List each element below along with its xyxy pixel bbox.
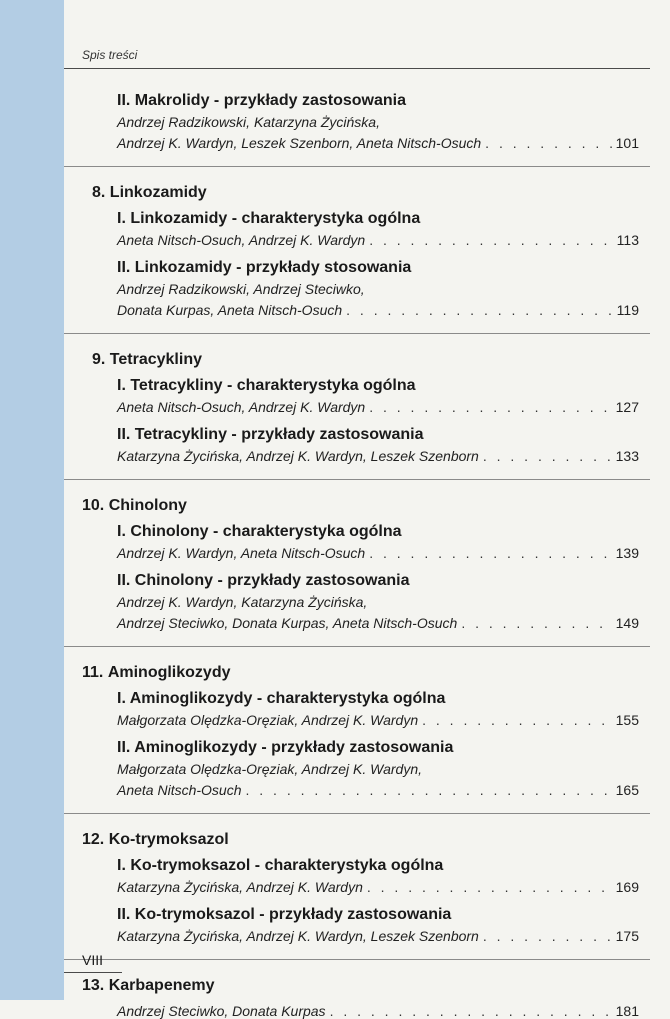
subsection-title[interactable]: I. Tetracykliny - charakterystyka ogólna [117,377,416,394]
footer-rule [64,972,122,973]
chapter-name: Aminoglikozydy [107,664,231,681]
dot-leader [346,302,613,318]
page-reference: 165 [615,782,639,798]
toc-entry-row[interactable] [117,782,639,798]
chapter-divider [64,959,650,960]
page-reference: 149 [615,615,639,631]
chapter-name: Linkozamidy [109,184,207,201]
chapter-number: 13. [82,977,105,994]
toc-entry-row[interactable] [117,232,639,248]
subsection-title[interactable]: II. Ko-trymoksazol - przykłady zastosowania [117,906,452,923]
subsection-title[interactable]: II. Chinolony - przykłady zastosowania [117,572,410,589]
author-names: Aneta Nitsch-Osuch, Andrzej K. Wardyn [117,232,366,248]
chapter-divider [64,166,650,167]
dot-leader [461,615,611,631]
chapter-divider [64,813,650,814]
chapter-divider [64,646,650,647]
page-reference: 169 [615,879,639,895]
subsection-title[interactable]: I. Ko-trymoksazol - charakterystyka ogólna [117,857,444,874]
author-names: Andrzej Steciwko, Donata Kurpas [117,1003,326,1019]
chapter-number: 12. [82,831,105,848]
chapter-number: 10. [82,497,105,514]
author-names: Katarzyna Życińska, Andrzej K. Wardyn [117,879,363,895]
subsection-title[interactable]: I. Aminoglikozydy - charakterystyka ogólna [117,690,446,707]
chapter-name: Ko-trymoksazol [108,831,229,848]
page-number: VIII [82,952,104,968]
page-reference: 101 [615,135,639,151]
dot-leader [369,545,611,561]
chapter-title[interactable] [92,184,207,202]
toc-entry-row[interactable] [117,135,639,151]
author-line: Andrzej Radzikowski, Andrzej Steciwko, [117,281,365,297]
subsection-title[interactable]: II. Aminoglikozydy - przykłady zastosowania [117,739,454,756]
chapter-title[interactable] [82,664,231,682]
author-names: Aneta Nitsch-Osuch, Andrzej K. Wardyn [117,399,366,415]
chapter-title[interactable] [82,497,187,515]
subsection-title[interactable]: I. Linkozamidy - charakterystyka ogólna [117,210,421,227]
subsection-title[interactable]: II. Makrolidy - przykłady zastosowania [117,92,406,109]
toc-entry-row[interactable] [117,879,639,895]
subsection-title[interactable]: II. Linkozamidy - przykłady stosowania [117,259,412,276]
toc-entry-row[interactable] [117,545,639,561]
author-names: Andrzej K. Wardyn, Aneta Nitsch-Osuch [117,545,366,561]
dot-leader [246,782,612,798]
page-reference: 127 [615,399,639,415]
chapter-divider [64,333,650,334]
chapter-number: 8. [92,184,106,201]
chapter-title[interactable] [82,831,229,849]
chapter-name: Karbapenemy [108,977,215,994]
chapter-title[interactable] [92,351,202,369]
chapter-name: Chinolony [108,497,187,514]
author-line: Andrzej Radzikowski, Katarzyna Życińska, [117,114,380,130]
toc-entry-row[interactable] [117,448,639,464]
author-line: Andrzej K. Wardyn, Katarzyna Życińska, [117,594,368,610]
chapter-number: 11. [82,664,104,681]
page-reference: 119 [616,302,639,318]
page-reference: 155 [615,712,639,728]
author-line: Małgorzata Olędzka-Oręziak, Andrzej K. Wardyn, [117,761,423,777]
running-header: Spis treści [82,48,138,62]
dot-leader [422,712,612,728]
toc-entry-row[interactable] [117,302,639,318]
author-names: Andrzej Steciwko, Donata Kurpas, Aneta Nitsch-Osuch [117,615,458,631]
toc-entry-row[interactable] [117,1003,639,1019]
chapter-number: 9. [92,351,106,368]
author-names: Aneta Nitsch-Osuch [117,782,242,798]
toc-entry-row[interactable] [117,712,639,728]
subsection-title[interactable]: I. Chinolony - charakterystyka ogólna [117,523,402,540]
toc-entry-row[interactable] [117,928,639,944]
dot-leader [330,1003,612,1019]
chapter-title[interactable] [82,977,215,995]
toc-entry-row[interactable] [117,615,639,631]
dot-leader [367,879,612,895]
author-names: Katarzyna Życińska, Andrzej K. Wardyn, Leszek Szenborn [117,928,479,944]
chapter-divider [64,479,650,480]
toc-entry-row[interactable] [117,399,639,415]
dot-leader [485,135,611,151]
chapter-name: Tetracykliny [109,351,202,368]
author-names: Małgorzata Olędzka-Oręziak, Andrzej K. Wardyn [117,712,419,728]
dot-leader [483,448,612,464]
page-reference: 175 [615,928,639,944]
author-names: Andrzej K. Wardyn, Leszek Szenborn, Aneta Nitsch-Osuch [117,135,482,151]
author-names: Donata Kurpas, Aneta Nitsch-Osuch [117,302,343,318]
page-reference: 113 [616,232,639,248]
page-reference: 139 [615,545,639,561]
dot-leader [369,232,612,248]
page-reference: 133 [615,448,639,464]
subsection-title[interactable]: II. Tetracykliny - przykłady zastosowania [117,426,424,443]
dot-leader [483,928,612,944]
page-reference: 181 [615,1003,639,1019]
author-names: Katarzyna Życińska, Andrzej K. Wardyn, Leszek Szenborn [117,448,479,464]
dot-leader [369,399,611,415]
